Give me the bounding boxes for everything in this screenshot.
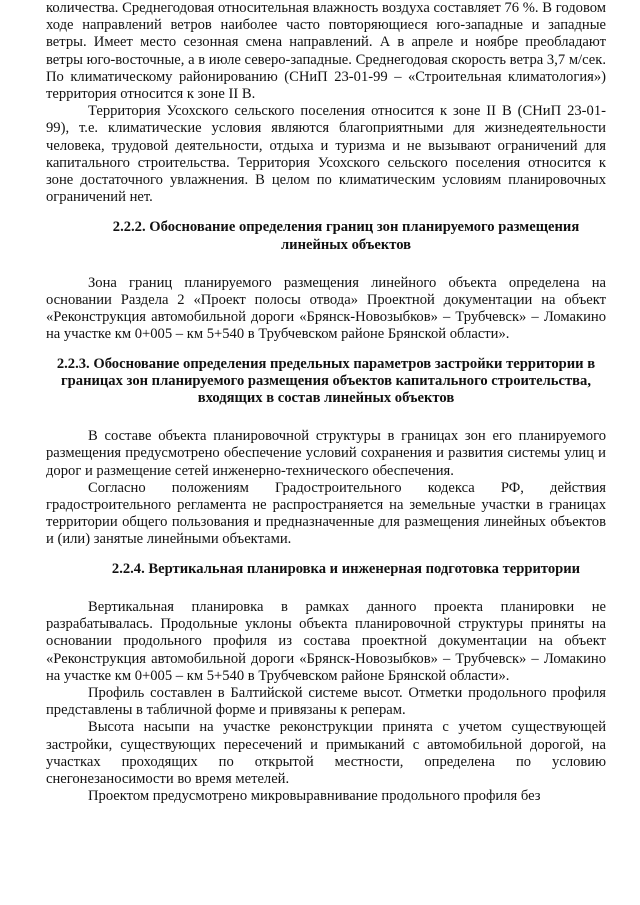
section-224-paragraph-2: Профиль составлен в Балтийской системе высот. Отметки продольного профиля представлены в табличной форме и привязаны к реперам. bbox=[46, 684, 606, 719]
section-heading-wrapper bbox=[46, 561, 606, 578]
intro-paragraph-1: количества. Среднегодовая относительная влажность воздуха составляет 76 %. В годовом ходе направлений ветров наиболее часто повторяющиеся юго-западные и западные ветры. Имеет место сезонная смена направлений. А в апреле и ноябре преобладают ветры юго-восточные, а в июле северо-западные. Среднегодовая скорость ветра 3,7 м/сек. По климатическому районированию (СНиП 23-01-99 – «Строительная климатология») территория относится к зоне II В. bbox=[46, 0, 606, 103]
section-224-paragraph-4: Проектом предусмотрено микровыравнивание продольного профиля без bbox=[88, 788, 541, 805]
section-223-paragraph-2: Согласно положениям Градостроительного кодекса РФ, действия градостроительного регламента не распространяется на земельные участки в границах территории общего пользования и предназначенные для размещения линейных объектов и (или) занятые линейными объектами. bbox=[46, 479, 606, 548]
section-224-paragraph-3: Высота насыпи на участке реконструкции принята с учетом существующей застройки, существующих пересечений и примыканий с автомобильной дорогой, на участках проходящих по открытой местности, определена по условию снегонезаносимости во время метелей. bbox=[46, 719, 606, 787]
intro-paragraph-2: Территория Усохского сельского поселения относится к зоне II В (СНиП 23-01-99), т.е. климатические условия являются благоприятными для жизнедеятельности человека, трудовой деятельности, отдыха и туризма и не вызывают ограничений для капитального строительства. Территория Усохского сельского поселения относится к зоне достаточного увлажнения. В целом по климатическим условиям планировочных ограничений нет. bbox=[46, 103, 606, 206]
section-223-paragraph-1: В составе объекта планировочной структуры в границах зон его планируемого размещения предусмотрено обеспечение условий сохранения и развития системы улиц и дорог и размещение сетей инженерно-технического обеспечения. bbox=[46, 428, 606, 479]
section-224-paragraph-1: Вертикальная планировка в рамках данного проекта планировки не разрабатывалась. Продольные уклоны объекта планировочной структуры приняты на основании продольного профиля из состава проектной документации на объект «Реконструкция автомобильной дороги «Брянск-Новозыбков» – Трубчевск» – Ломакино на участке км 0+005 – км 5+540 в Трубчевском районе Брянской области». bbox=[46, 598, 606, 684]
section-heading-wrapper bbox=[46, 356, 606, 408]
section-heading-wrapper bbox=[46, 219, 606, 253]
section-222-heading: 2.2.2. Обоснование определения границ зон планируемого размещения линейных объектов bbox=[112, 219, 580, 253]
section-223-heading: 2.2.3. Обоснование определения предельных параметров застройки территории в границах зон планируемого размещения объектов капитального строительства, входящих в состав линейных объектов bbox=[56, 355, 596, 407]
section-222-paragraph: Зона границ планируемого размещения линейного объекта определена на основании Раздела 2 «Проект полосы отвода» Проектной документации на объект «Реконструкция автомобильной дороги «Брянск-Новозыбков» – Трубчевск» – Ломакино на участке км 0+005 – км 5+540 в Трубчевском районе Брянской области». bbox=[46, 274, 606, 343]
section-224-heading: 2.2.4. Вертикальная планировка и инженерная подготовка территории bbox=[111, 560, 581, 577]
